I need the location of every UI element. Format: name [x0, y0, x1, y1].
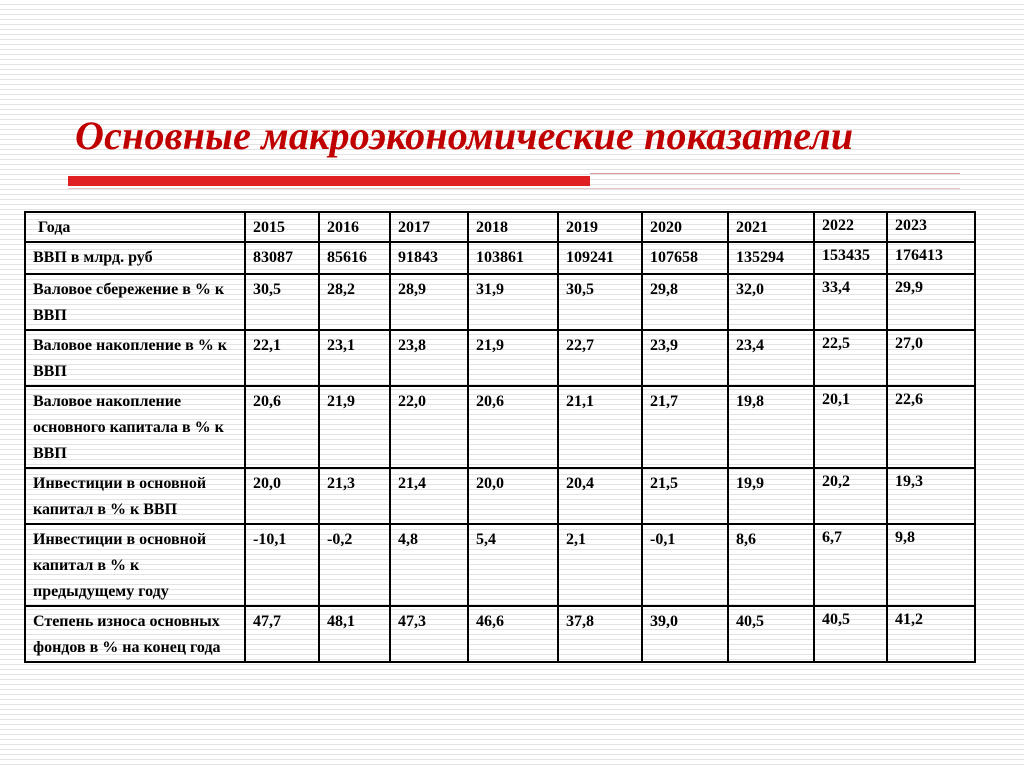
header-label-cell: Года — [25, 212, 245, 242]
value-cell: 40,5 — [814, 606, 887, 662]
year-header-cell: 2017 — [390, 212, 468, 242]
value-cell: 46,6 — [468, 606, 558, 662]
value-cell: 22,7 — [558, 330, 642, 386]
value-cell: 20,2 — [814, 468, 887, 524]
year-header-cell: 2020 — [642, 212, 728, 242]
value-cell: 23,9 — [642, 330, 728, 386]
value-cell: 23,1 — [319, 330, 390, 386]
value-cell: 9,8 — [887, 524, 975, 606]
value-cell: 37,8 — [558, 606, 642, 662]
value-cell: 19,9 — [728, 468, 814, 524]
title-accent-line — [590, 173, 960, 174]
value-cell: 19,3 — [887, 468, 975, 524]
year-header-cell: 2019 — [558, 212, 642, 242]
value-cell: 5,4 — [468, 524, 558, 606]
value-cell: 22,5 — [814, 330, 887, 386]
table-row — [25, 330, 975, 386]
value-cell: 30,5 — [245, 274, 319, 330]
value-cell: 40,5 — [728, 606, 814, 662]
value-cell: 22,0 — [390, 386, 468, 468]
year-header-cell: 2021 — [728, 212, 814, 242]
value-cell: 27,0 — [887, 330, 975, 386]
value-cell: 30,5 — [558, 274, 642, 330]
value-cell: 21,4 — [390, 468, 468, 524]
title-underline — [68, 188, 960, 189]
row-label-cell: Валовое накопление основного капитала в % к ВВП — [25, 386, 245, 468]
row-label-cell: Валовое накопление в % к ВВП — [25, 330, 245, 386]
value-cell: 19,8 — [728, 386, 814, 468]
value-cell: 21,7 — [642, 386, 728, 468]
slide-title: Основные макроэкономические показатели — [75, 113, 854, 158]
value-cell: 4,8 — [390, 524, 468, 606]
value-cell: 109241 — [558, 242, 642, 274]
row-label-cell: ВВП в млрд. руб — [25, 242, 245, 274]
year-header-cell: 2018 — [468, 212, 558, 242]
value-cell: 22,6 — [887, 386, 975, 468]
value-cell: 153435 — [814, 242, 887, 274]
value-cell: 176413 — [887, 242, 975, 274]
row-label-cell: Инвестиции в основной капитал в % к ВВП — [25, 468, 245, 524]
value-cell: 83087 — [245, 242, 319, 274]
row-label-cell: Степень износа основных фондов в % на конец года — [25, 606, 245, 662]
value-cell: 28,9 — [390, 274, 468, 330]
value-cell: 20,1 — [814, 386, 887, 468]
row-label-cell: Валовое сбережение в % к ВВП — [25, 274, 245, 330]
value-cell: 85616 — [319, 242, 390, 274]
value-cell: 39,0 — [642, 606, 728, 662]
value-cell: 33,4 — [814, 274, 887, 330]
value-cell: -0,1 — [642, 524, 728, 606]
year-header-cell: 2015 — [245, 212, 319, 242]
title-accent-bar — [68, 176, 590, 186]
value-cell: 21,9 — [468, 330, 558, 386]
value-cell: 91843 — [390, 242, 468, 274]
value-cell: 8,6 — [728, 524, 814, 606]
value-cell: 22,1 — [245, 330, 319, 386]
value-cell: -10,1 — [245, 524, 319, 606]
table-row — [25, 242, 975, 274]
table-row — [25, 524, 975, 606]
table-row — [25, 274, 975, 330]
value-cell: 47,7 — [245, 606, 319, 662]
value-cell: 23,4 — [728, 330, 814, 386]
value-cell: 29,9 — [887, 274, 975, 330]
value-cell: -0,2 — [319, 524, 390, 606]
table-row — [25, 386, 975, 468]
value-cell: 20,6 — [468, 386, 558, 468]
value-cell: 21,1 — [558, 386, 642, 468]
table-header-row — [25, 212, 975, 242]
year-header-cell: 2023 — [887, 212, 975, 242]
value-cell: 31,9 — [468, 274, 558, 330]
value-cell: 29,8 — [642, 274, 728, 330]
table-row — [25, 468, 975, 524]
value-cell: 41,2 — [887, 606, 975, 662]
value-cell: 21,9 — [319, 386, 390, 468]
value-cell: 21,3 — [319, 468, 390, 524]
value-cell: 32,0 — [728, 274, 814, 330]
value-cell: 47,3 — [390, 606, 468, 662]
macro-indicators-table — [24, 211, 976, 663]
value-cell: 28,2 — [319, 274, 390, 330]
value-cell: 21,5 — [642, 468, 728, 524]
value-cell: 103861 — [468, 242, 558, 274]
value-cell: 6,7 — [814, 524, 887, 606]
value-cell: 2,1 — [558, 524, 642, 606]
value-cell: 20,6 — [245, 386, 319, 468]
table-row — [25, 606, 975, 662]
value-cell: 23,8 — [390, 330, 468, 386]
value-cell: 135294 — [728, 242, 814, 274]
year-header-cell: 2016 — [319, 212, 390, 242]
value-cell: 48,1 — [319, 606, 390, 662]
value-cell: 107658 — [642, 242, 728, 274]
value-cell: 20,0 — [468, 468, 558, 524]
row-label-cell: Инвестиции в основной капитал в % к предыдущему году — [25, 524, 245, 606]
year-header-cell: 2022 — [814, 212, 887, 242]
value-cell: 20,4 — [558, 468, 642, 524]
value-cell: 20,0 — [245, 468, 319, 524]
